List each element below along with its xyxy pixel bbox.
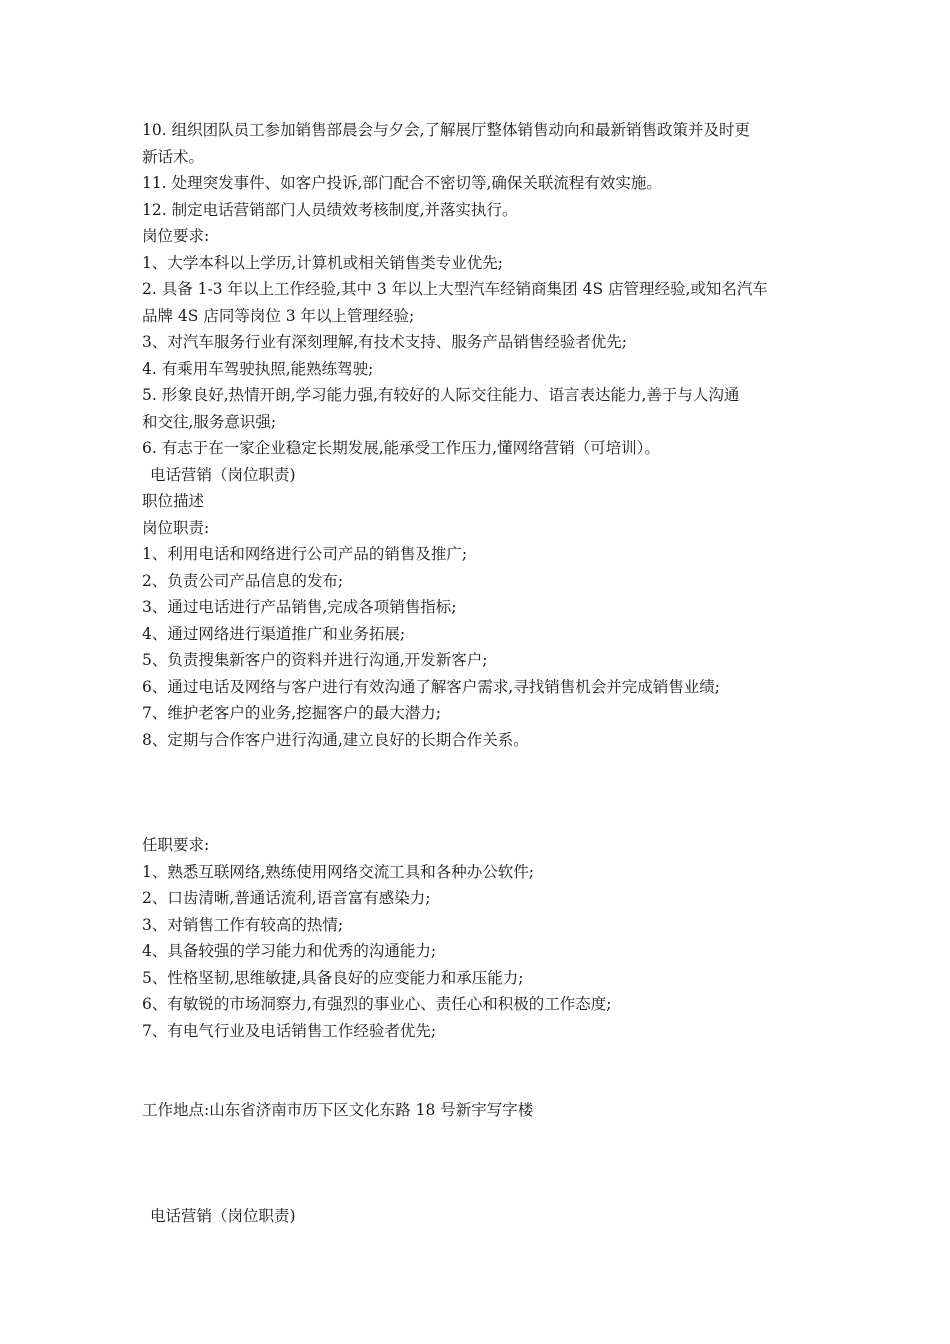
text-line: 6、有敏锐的市场洞察力,有强烈的事业心、责任心和积极的工作态度; (142, 995, 612, 1013)
duties-heading: 岗位职责: (142, 518, 210, 537)
text-line: 7、有电气行业及电话销售工作经验者优先; (142, 1021, 437, 1040)
qualifications (142, 832, 822, 1044)
text-line: 3、对销售工作有较高的热情; (142, 915, 344, 934)
text-line: 1、利用电话和网络进行公司产品的销售及推广; (142, 545, 468, 563)
text-line: 2、口齿清晰,普通话流利,语音富有感染力; (142, 889, 431, 907)
text-line: 4、通过网络进行渠道推广和业务拓展; (142, 624, 406, 643)
text-line: 3、对汽车服务行业有深刻理解,有技术支持、服务产品销售经验者优先; (142, 333, 628, 351)
text-line: 1、熟悉互联网络,熟练使用网络交流工具和各种办公软件; (142, 862, 535, 881)
text-line: 4、具备较强的学习能力和优秀的沟通能力; (142, 942, 437, 960)
text-line: 12. 制定电话营销部门人员绩效考核制度,并落实执行。 (142, 200, 518, 219)
text-line: 7、维护老客户的业务,挖掘客户的最大潜力; (142, 704, 442, 722)
text-line: 10. 组织团队员工参加销售部晨会与夕会,了解展厅整体销售动向和最新销售政策并及时更 (142, 121, 751, 139)
text-line: 3、通过电话进行产品销售,完成各项销售指标; (142, 598, 457, 616)
section-title: 电话营销（岗位职责) (150, 1206, 296, 1225)
job-description-heading: 职位描述 (142, 492, 205, 510)
spacer (142, 1044, 822, 1097)
document-page (142, 117, 822, 1229)
text-line: 5、性格坚韧,思维敏捷,具备良好的应变能力和承压能力; (142, 968, 524, 987)
text-line: 5. 形象良好,热情开朗,学习能力强,有较好的人际交往能力、语言表达能力,善于与人沟通 (142, 386, 740, 404)
text-line: 和交往,服务意识强; (142, 412, 277, 431)
text-line: 1、大学本科以上学历,计算机或相关销售类专业优先; (142, 253, 504, 272)
spacer (142, 753, 822, 832)
text-line: 6. 有志于在一家企业稳定长期发展,能承受工作压力,懂网络营销（可培训）。 (142, 439, 660, 457)
text-line: 2、负责公司产品信息的发布; (142, 571, 344, 590)
job-description (142, 488, 822, 753)
requirements-heading: 岗位要求: (142, 227, 210, 245)
responsibilities-continued (142, 117, 822, 462)
text-line: 8、定期与合作客户进行沟通,建立良好的长期合作关系。 (142, 730, 529, 749)
text-line: 11. 处理突发事件、如客户投诉,部门配合不密切等,确保关联流程有效实施。 (142, 174, 662, 192)
text-line: 5、负责搜集新客户的资料并进行沟通,开发新客户; (142, 651, 488, 669)
text-line: 2. 具备 1-3 年以上工作经验,其中 3 年以上大型汽车经销商集团 4S 店管理经验,或知名汽车 (142, 280, 768, 298)
work-location: 工作地点:山东省济南市历下区文化东路 18 号新宇写字楼 (142, 1101, 534, 1119)
text-line: 4. 有乘用车驾驶执照,能熟练驾驶; (142, 359, 374, 378)
text-line: 新话术。 (142, 147, 205, 166)
text-line: 6、通过电话及网络与客户进行有效沟通了解客户需求,寻找销售机会并完成销售业绩; (142, 677, 721, 696)
qualifications-heading: 任职要求: (142, 836, 210, 854)
spacer (142, 1124, 822, 1203)
section-title: 电话营销（岗位职责) (150, 465, 296, 484)
text-line: 品牌 4S 店同等岗位 3 年以上管理经验; (142, 306, 415, 325)
